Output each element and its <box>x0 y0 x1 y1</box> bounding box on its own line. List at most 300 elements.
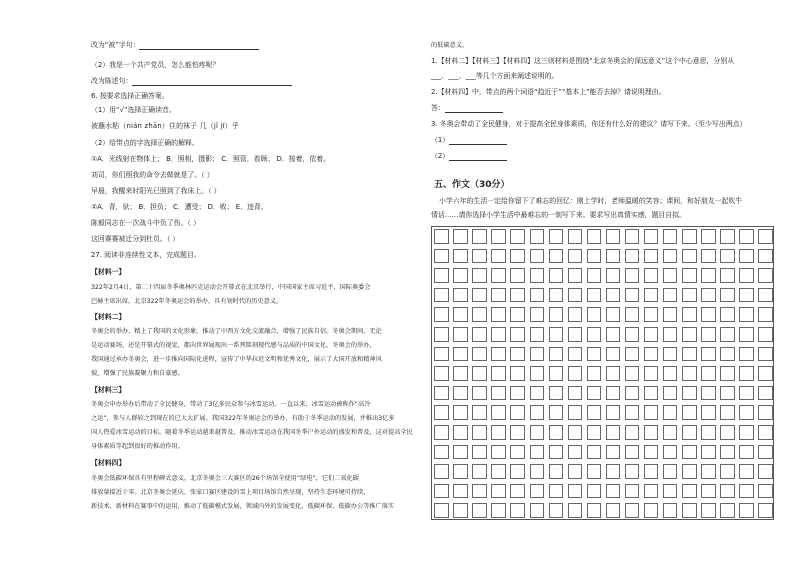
grid-cell[interactable] <box>434 464 449 479</box>
grid-cell[interactable] <box>587 249 602 264</box>
essay-grid[interactable] <box>431 226 774 520</box>
grid-cell[interactable] <box>625 307 640 322</box>
grid-cell[interactable] <box>701 307 716 322</box>
grid-cell[interactable] <box>587 503 602 518</box>
grid-cell[interactable] <box>491 327 506 342</box>
grid-cell[interactable] <box>720 347 735 362</box>
grid-cell[interactable] <box>568 425 583 440</box>
grid-cell[interactable] <box>568 249 583 264</box>
grid-cell[interactable] <box>606 445 621 460</box>
grid-cell[interactable] <box>625 366 640 381</box>
grid-cell[interactable] <box>663 425 678 440</box>
grid-cell[interactable] <box>701 347 716 362</box>
grid-cell[interactable] <box>568 503 583 518</box>
grid-cell[interactable] <box>625 445 640 460</box>
grid-cell[interactable] <box>453 425 468 440</box>
grid-cell[interactable] <box>472 327 487 342</box>
grid-cell[interactable] <box>682 288 697 303</box>
grid-cell[interactable] <box>549 327 564 342</box>
grid-cell[interactable] <box>663 366 678 381</box>
grid-cell[interactable] <box>549 268 564 283</box>
grid-cell[interactable] <box>510 464 525 479</box>
grid-cell[interactable] <box>549 249 564 264</box>
grid-cell[interactable] <box>587 327 602 342</box>
grid-cell[interactable] <box>587 288 602 303</box>
grid-cell[interactable] <box>510 484 525 499</box>
grid-cell[interactable] <box>758 347 773 362</box>
grid-cell[interactable] <box>644 288 659 303</box>
grid-cell[interactable] <box>644 268 659 283</box>
grid-cell[interactable] <box>758 249 773 264</box>
grid-cell[interactable] <box>491 386 506 401</box>
grid-cell[interactable] <box>587 405 602 420</box>
grid-cell[interactable] <box>587 307 602 322</box>
grid-cell[interactable] <box>606 386 621 401</box>
grid-cell[interactable] <box>434 503 449 518</box>
grid-cell[interactable] <box>472 268 487 283</box>
grid-cell[interactable] <box>434 268 449 283</box>
grid-cell[interactable] <box>682 347 697 362</box>
grid-cell[interactable] <box>739 307 754 322</box>
grid-cell[interactable] <box>606 405 621 420</box>
grid-cell[interactable] <box>510 445 525 460</box>
grid-cell[interactable] <box>758 268 773 283</box>
grid-cell[interactable] <box>549 503 564 518</box>
grid-cell[interactable] <box>606 366 621 381</box>
grid-cell[interactable] <box>625 405 640 420</box>
grid-cell[interactable] <box>472 249 487 264</box>
grid-cell[interactable] <box>530 405 545 420</box>
grid-cell[interactable] <box>549 366 564 381</box>
grid-cell[interactable] <box>453 503 468 518</box>
grid-cell[interactable] <box>491 484 506 499</box>
grid-cell[interactable] <box>701 229 716 244</box>
grid-cell[interactable] <box>663 268 678 283</box>
grid-cell[interactable] <box>644 386 659 401</box>
material-title: 【材料三】 <box>91 386 126 394</box>
grid-cell[interactable] <box>434 484 449 499</box>
grid-cell[interactable] <box>491 288 506 303</box>
grid-cell[interactable] <box>453 249 468 264</box>
grid-cell[interactable] <box>491 405 506 420</box>
grid-cell[interactable] <box>720 386 735 401</box>
grid-cell[interactable] <box>434 347 449 362</box>
grid-cell[interactable] <box>472 484 487 499</box>
grid-cell[interactable] <box>720 249 735 264</box>
grid-cell[interactable] <box>663 307 678 322</box>
question-line <box>91 92 169 101</box>
grid-cell[interactable] <box>682 229 697 244</box>
grid-cell[interactable] <box>701 484 716 499</box>
grid-cell[interactable] <box>549 464 564 479</box>
grid-cell[interactable] <box>510 503 525 518</box>
grid-cell[interactable] <box>472 425 487 440</box>
material-line: 身体素质等起到很好的推动作用。 <box>91 443 184 450</box>
grid-cell[interactable] <box>606 327 621 342</box>
prompt-line: 情话……请你选择小学生活中最难忘的一刻写下来。要求写出真情实感，题目自拟。 <box>431 211 686 219</box>
grid-cell[interactable] <box>606 347 621 362</box>
grid-cell[interactable] <box>701 327 716 342</box>
grid-cell[interactable] <box>663 445 678 460</box>
grid-cell[interactable] <box>530 386 545 401</box>
grid-cell[interactable] <box>739 288 754 303</box>
grid-cell[interactable] <box>549 484 564 499</box>
grid-cell[interactable] <box>606 307 621 322</box>
grid-cell[interactable] <box>720 425 735 440</box>
grid-cell[interactable] <box>625 229 640 244</box>
grid-cell[interactable] <box>453 307 468 322</box>
grid-cell[interactable] <box>472 464 487 479</box>
material-line: 我国通过承办冬奥会，进一步推向国际化进程，宣传了中华拉近文明和优秀文化，展示了大国开放和精神风 <box>91 356 382 363</box>
material-title: 【材料四】 <box>91 459 126 467</box>
grid-cell[interactable] <box>568 366 583 381</box>
grid-cell[interactable] <box>472 386 487 401</box>
grid-cell[interactable] <box>682 445 697 460</box>
question-text: （2）给带点的字选择正确的解释。 <box>91 139 199 147</box>
grid-cell[interactable] <box>701 268 716 283</box>
grid-cell[interactable] <box>682 307 697 322</box>
grid-cell[interactable] <box>739 347 754 362</box>
grid-cell[interactable] <box>701 366 716 381</box>
grid-cell[interactable] <box>568 307 583 322</box>
grid-cell[interactable] <box>739 249 754 264</box>
material-line: 巴赫主席出席。北京322年冬奥运会的举办，具有划时代的历史意义。 <box>91 298 283 305</box>
grid-cell[interactable] <box>644 347 659 362</box>
grid-cell[interactable] <box>530 288 545 303</box>
grid-cell[interactable] <box>663 327 678 342</box>
answer-blank[interactable] <box>445 105 503 113</box>
grid-cell[interactable] <box>491 464 506 479</box>
grid-cell[interactable] <box>682 268 697 283</box>
grid-cell[interactable] <box>510 268 525 283</box>
grid-cell[interactable] <box>739 229 754 244</box>
grid-cell[interactable] <box>644 445 659 460</box>
grid-cell[interactable] <box>530 484 545 499</box>
grid-cell[interactable] <box>491 307 506 322</box>
grid-cell[interactable] <box>720 307 735 322</box>
grid-cell[interactable] <box>510 288 525 303</box>
grid-cell[interactable] <box>530 347 545 362</box>
grid-cell[interactable] <box>701 503 716 518</box>
grid-cell[interactable] <box>625 249 640 264</box>
grid-cell[interactable] <box>663 405 678 420</box>
grid-cell[interactable] <box>682 425 697 440</box>
grid-cell[interactable] <box>587 425 602 440</box>
grid-cell[interactable] <box>434 386 449 401</box>
grid-cell[interactable] <box>739 405 754 420</box>
grid-cell[interactable] <box>530 366 545 381</box>
grid-cell[interactable] <box>472 307 487 322</box>
grid-cell[interactable] <box>739 445 754 460</box>
grid-cell[interactable] <box>663 386 678 401</box>
material-line: 排放量接近于零。北京冬奥会延庆、张家口赛区建设的雪上项目场馆自然呈现，坚持生态环境可持续， <box>91 489 370 496</box>
grid-cell[interactable] <box>530 268 545 283</box>
grid-cell[interactable] <box>682 484 697 499</box>
grid-cell[interactable] <box>606 268 621 283</box>
grid-cell[interactable] <box>701 464 716 479</box>
grid-cell[interactable] <box>758 288 773 303</box>
grid-cell[interactable] <box>530 307 545 322</box>
grid-cell[interactable] <box>587 484 602 499</box>
grid-cell[interactable] <box>682 386 697 401</box>
grid-cell[interactable] <box>739 366 754 381</box>
grid-cell[interactable] <box>587 347 602 362</box>
material-line: 冬奥会申办举办后带动了全民健身，带动了3亿多民众参与冰雪运动。一直以来，冰雪运动被称作“高冷 <box>91 401 371 408</box>
grid-cell[interactable] <box>587 366 602 381</box>
grid-cell[interactable] <box>530 503 545 518</box>
grid-cell[interactable] <box>758 386 773 401</box>
grid-cell[interactable] <box>682 327 697 342</box>
grid-cell[interactable] <box>510 386 525 401</box>
question-line <box>431 104 503 113</box>
grid-cell[interactable] <box>682 405 697 420</box>
question-line <box>91 155 330 164</box>
grid-cell[interactable] <box>472 229 487 244</box>
grid-cell[interactable] <box>625 347 640 362</box>
grid-cell[interactable] <box>701 386 716 401</box>
grid-cell[interactable] <box>606 503 621 518</box>
grid-cell[interactable] <box>663 503 678 518</box>
grid-cell[interactable] <box>625 503 640 518</box>
grid-cell[interactable] <box>568 288 583 303</box>
question-line <box>91 187 221 196</box>
grid-cell[interactable] <box>434 229 449 244</box>
grid-cell[interactable] <box>491 503 506 518</box>
grid-cell[interactable] <box>701 288 716 303</box>
grid-cell[interactable] <box>720 327 735 342</box>
grid-cell[interactable] <box>434 366 449 381</box>
grid-cell[interactable] <box>644 464 659 479</box>
grid-cell[interactable] <box>758 464 773 479</box>
question-line <box>431 152 507 161</box>
grid-cell[interactable] <box>663 347 678 362</box>
grid-cell[interactable] <box>549 347 564 362</box>
grid-cell[interactable] <box>434 307 449 322</box>
grid-cell[interactable] <box>491 445 506 460</box>
grid-cell[interactable] <box>720 464 735 479</box>
grid-cell[interactable] <box>663 464 678 479</box>
grid-cell[interactable] <box>568 268 583 283</box>
grid-cell[interactable] <box>739 484 754 499</box>
grid-cell[interactable] <box>587 464 602 479</box>
answer-blank[interactable] <box>449 153 507 161</box>
grid-cell[interactable] <box>701 249 716 264</box>
grid-cell[interactable] <box>549 288 564 303</box>
grid-cell[interactable] <box>530 327 545 342</box>
grid-cell[interactable] <box>453 386 468 401</box>
grid-cell[interactable] <box>625 484 640 499</box>
grid-cell[interactable] <box>510 347 525 362</box>
grid-cell[interactable] <box>472 366 487 381</box>
grid-cell[interactable] <box>606 425 621 440</box>
grid-cell[interactable] <box>568 347 583 362</box>
grid-cell[interactable] <box>568 445 583 460</box>
grid-cell[interactable] <box>453 464 468 479</box>
grid-cell[interactable] <box>530 249 545 264</box>
grid-cell[interactable] <box>758 425 773 440</box>
grid-cell[interactable] <box>510 307 525 322</box>
grid-cell[interactable] <box>758 327 773 342</box>
grid-cell[interactable] <box>530 229 545 244</box>
grid-cell[interactable] <box>720 484 735 499</box>
material-title: 【材料二】 <box>91 313 126 321</box>
grid-cell[interactable] <box>625 464 640 479</box>
grid-cell[interactable] <box>453 288 468 303</box>
grid-cell[interactable] <box>434 288 449 303</box>
grid-cell[interactable] <box>530 425 545 440</box>
grid-cell[interactable] <box>587 229 602 244</box>
grid-cell[interactable] <box>758 307 773 322</box>
question-line <box>91 171 214 180</box>
grid-cell[interactable] <box>739 464 754 479</box>
grid-cell[interactable] <box>453 268 468 283</box>
grid-cell[interactable] <box>472 288 487 303</box>
grid-cell[interactable] <box>568 464 583 479</box>
grid-cell[interactable] <box>720 445 735 460</box>
grid-cell[interactable] <box>549 405 564 420</box>
question-text: 陈毅同志在一次战斗中负了伤。（ ） <box>91 219 200 227</box>
grid-cell[interactable] <box>758 484 773 499</box>
question-text: ①A．光线射在物体上； B．照相，摄影； C．照管，看顾； D．按着，依着。 <box>91 155 331 163</box>
grid-cell[interactable] <box>549 445 564 460</box>
grid-cell[interactable] <box>625 288 640 303</box>
grid-cell[interactable] <box>758 229 773 244</box>
grid-cell[interactable] <box>663 288 678 303</box>
grid-cell[interactable] <box>663 249 678 264</box>
grid-cell[interactable] <box>434 405 449 420</box>
grid-cell[interactable] <box>739 503 754 518</box>
grid-cell[interactable] <box>491 425 506 440</box>
grid-cell[interactable] <box>491 347 506 362</box>
grid-cell[interactable] <box>606 464 621 479</box>
grid-cell[interactable] <box>625 425 640 440</box>
grid-cell[interactable] <box>453 347 468 362</box>
grid-cell[interactable] <box>644 366 659 381</box>
grid-cell[interactable] <box>530 464 545 479</box>
grid-cell[interactable] <box>720 229 735 244</box>
grid-cell[interactable] <box>739 268 754 283</box>
grid-cell[interactable] <box>682 366 697 381</box>
grid-cell[interactable] <box>682 503 697 518</box>
grid-cell[interactable] <box>453 229 468 244</box>
grid-cell[interactable] <box>587 445 602 460</box>
grid-cell[interactable] <box>434 327 449 342</box>
grid-cell[interactable] <box>587 386 602 401</box>
grid-cell[interactable] <box>739 386 754 401</box>
grid-cell[interactable] <box>453 327 468 342</box>
answer-blank[interactable] <box>449 137 507 145</box>
grid-cell[interactable] <box>530 445 545 460</box>
grid-cell[interactable] <box>549 229 564 244</box>
grid-cell[interactable] <box>720 503 735 518</box>
grid-cell[interactable] <box>510 366 525 381</box>
material-line: 貌，增强了民族凝聚力和自豪感。 <box>91 370 184 377</box>
grid-cell[interactable] <box>644 425 659 440</box>
grid-cell[interactable] <box>720 268 735 283</box>
grid-cell[interactable] <box>434 445 449 460</box>
grid-cell[interactable] <box>568 405 583 420</box>
grid-cell[interactable] <box>644 327 659 342</box>
grid-cell[interactable] <box>568 327 583 342</box>
grid-cell[interactable] <box>701 445 716 460</box>
grid-cell[interactable] <box>568 386 583 401</box>
grid-cell[interactable] <box>758 366 773 381</box>
grid-cell[interactable] <box>472 347 487 362</box>
grid-cell[interactable] <box>606 288 621 303</box>
grid-cell[interactable] <box>644 307 659 322</box>
question-line <box>91 219 200 228</box>
grid-cell[interactable] <box>549 307 564 322</box>
grid-cell[interactable] <box>644 229 659 244</box>
grid-cell[interactable] <box>682 464 697 479</box>
grid-cell[interactable] <box>491 366 506 381</box>
grid-cell[interactable] <box>663 229 678 244</box>
grid-cell[interactable] <box>625 386 640 401</box>
grid-cell[interactable] <box>739 327 754 342</box>
question-line <box>431 57 734 66</box>
grid-cell[interactable] <box>510 229 525 244</box>
grid-cell[interactable] <box>472 405 487 420</box>
grid-cell[interactable] <box>434 249 449 264</box>
grid-cell[interactable] <box>720 366 735 381</box>
grid-cell[interactable] <box>549 386 564 401</box>
grid-cell[interactable] <box>549 425 564 440</box>
grid-cell[interactable] <box>453 405 468 420</box>
grid-cell[interactable] <box>606 229 621 244</box>
grid-cell[interactable] <box>720 405 735 420</box>
answer-blank[interactable] <box>132 78 292 86</box>
grid-cell[interactable] <box>491 268 506 283</box>
grid-cell[interactable] <box>568 484 583 499</box>
question-line <box>431 120 746 129</box>
grid-cell[interactable] <box>701 425 716 440</box>
grid-cell[interactable] <box>606 249 621 264</box>
grid-cell[interactable] <box>663 484 678 499</box>
grid-cell[interactable] <box>491 229 506 244</box>
grid-cell[interactable] <box>510 425 525 440</box>
grid-cell[interactable] <box>644 249 659 264</box>
grid-cell[interactable] <box>625 268 640 283</box>
grid-cell[interactable] <box>644 503 659 518</box>
grid-cell[interactable] <box>682 249 697 264</box>
grid-cell[interactable] <box>644 405 659 420</box>
grid-cell[interactable] <box>644 484 659 499</box>
question-text: 6. 按要求选择正确答案。 <box>91 92 169 100</box>
grid-cell[interactable] <box>510 327 525 342</box>
grid-cell[interactable] <box>491 249 506 264</box>
grid-cell[interactable] <box>510 249 525 264</box>
material-line: 是运动赛场、还是开幕式的视觉，都向世界展现出一系列铭刻现代感与品质的中国文化。冬奥会的举办， <box>91 342 376 349</box>
grid-cell[interactable] <box>739 425 754 440</box>
grid-cell[interactable] <box>606 484 621 499</box>
grid-cell[interactable] <box>453 484 468 499</box>
grid-cell[interactable] <box>453 366 468 381</box>
grid-cell[interactable] <box>472 445 487 460</box>
grid-cell[interactable] <box>758 445 773 460</box>
grid-cell[interactable] <box>758 405 773 420</box>
grid-cell[interactable] <box>758 503 773 518</box>
grid-cell[interactable] <box>434 425 449 440</box>
grid-cell[interactable] <box>510 405 525 420</box>
grid-cell[interactable] <box>472 503 487 518</box>
answer-blank[interactable] <box>139 42 259 50</box>
grid-cell[interactable] <box>701 405 716 420</box>
grid-cell[interactable] <box>587 268 602 283</box>
grid-cell[interactable] <box>625 327 640 342</box>
grid-cell[interactable] <box>453 445 468 460</box>
grid-cell[interactable] <box>720 288 735 303</box>
grid-cell[interactable] <box>568 229 583 244</box>
